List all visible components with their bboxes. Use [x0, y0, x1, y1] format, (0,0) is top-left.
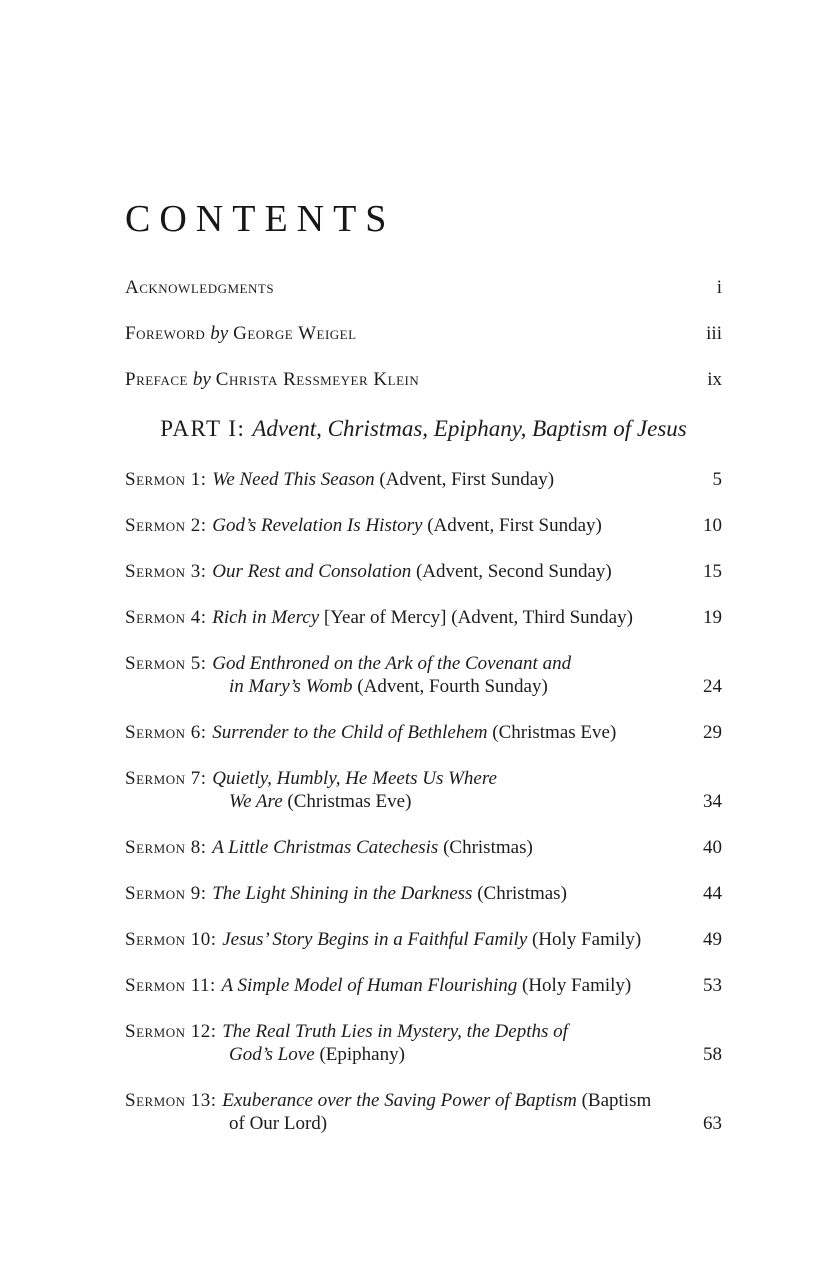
- toc-entry-sermon-11: [125, 974, 722, 997]
- sermon-label: Sermon 11:: [125, 975, 216, 996]
- toc-entry-acknowledgments: [125, 276, 722, 299]
- entry-text: [125, 1020, 691, 1066]
- sermon-title: Our Rest and Consolation: [212, 561, 412, 582]
- sermon-label: Sermon 5:: [125, 653, 207, 674]
- entry-text: [125, 928, 691, 951]
- entry-label: Foreword: [125, 323, 206, 344]
- sermon-annotation: (Christmas Eve): [282, 791, 412, 812]
- sermon-annotation: (Christmas Eve): [487, 722, 617, 743]
- entry-text: [125, 560, 691, 583]
- entry-text: [125, 514, 691, 537]
- toc-entry-sermon-3: [125, 560, 722, 583]
- entry-line: [125, 767, 691, 790]
- sermon-label: Sermon 7:: [125, 768, 207, 789]
- page-number: 58: [703, 1044, 722, 1065]
- page-number: 19: [703, 607, 722, 628]
- author-name: George Weigel: [233, 323, 357, 344]
- page-number: i: [716, 277, 722, 298]
- page-number: 10: [703, 515, 722, 536]
- sermon-title-continued: We Are: [229, 791, 283, 812]
- page-number: 44: [703, 883, 722, 904]
- page-number: 34: [703, 791, 722, 812]
- entry-text: [125, 368, 695, 391]
- toc-entry-sermon-2: [125, 514, 722, 537]
- sermon-annotation: (Christmas): [472, 883, 567, 904]
- sermon-label: Sermon 8:: [125, 837, 207, 858]
- page-number: 63: [703, 1113, 722, 1134]
- sermon-list: [125, 468, 722, 1135]
- page-title: CONTENTS: [125, 198, 396, 240]
- sermon-annotation: (Advent, First Sunday): [422, 515, 602, 536]
- entry-line: [229, 1112, 691, 1135]
- entry-line: [125, 652, 691, 675]
- toc-entry-sermon-9: [125, 882, 722, 905]
- entry-label: Acknowledgments: [125, 277, 275, 298]
- entry-line: [125, 1089, 691, 1112]
- by-word: [274, 277, 284, 298]
- sermon-annotation: (Advent, Second Sunday): [411, 561, 612, 582]
- sermon-label: Sermon 12:: [125, 1021, 217, 1042]
- by-word: by: [192, 369, 211, 390]
- page-number: 49: [703, 929, 722, 950]
- sermon-annotation: (Advent, First Sunday): [374, 469, 555, 490]
- sermon-annotation: of Our Lord): [229, 1113, 328, 1134]
- sermon-label: Sermon 10:: [125, 929, 217, 950]
- sermon-annotation: (Baptism: [576, 1090, 652, 1111]
- entry-text: [125, 276, 705, 299]
- entry-text: [125, 974, 691, 997]
- by-word: by: [210, 323, 229, 344]
- toc-entry-sermon-10: [125, 928, 722, 951]
- entry-text: [125, 721, 691, 744]
- entry-text: [125, 836, 691, 859]
- toc-entry-sermon-5: [125, 652, 722, 698]
- toc-entry-sermon-6: [125, 721, 722, 744]
- sermon-label: Sermon 13:: [125, 1090, 217, 1111]
- page-number: 53: [703, 975, 722, 996]
- toc-content: [125, 0, 722, 1158]
- entry-text: [125, 468, 701, 491]
- front-matter-list: [125, 276, 722, 391]
- sermon-annotation: [Year of Mercy] (Advent, Third Sunday): [319, 607, 633, 628]
- toc-entry-sermon-13: [125, 1089, 722, 1135]
- entry-text: [125, 606, 691, 629]
- page-number: 5: [712, 469, 722, 490]
- sermon-label: Sermon 1:: [125, 469, 207, 490]
- sermon-annotation: (Epiphany): [314, 1044, 405, 1065]
- page-number: iii: [706, 323, 722, 344]
- toc-entry-foreword: [125, 322, 722, 345]
- part-heading: [125, 414, 722, 444]
- sermon-annotation: (Holy Family): [527, 929, 642, 950]
- part-label: PART I:: [160, 416, 246, 441]
- entry-line: [229, 1043, 691, 1066]
- sermon-label: Sermon 4:: [125, 607, 207, 628]
- entry-text: [125, 652, 691, 698]
- sermon-title: Surrender to the Child of Bethlehem: [212, 722, 488, 743]
- sermon-title: Rich in Mercy: [212, 607, 320, 628]
- entry-text: [125, 322, 694, 345]
- page-number: 29: [703, 722, 722, 743]
- sermon-title-continued: in Mary’s Womb: [229, 676, 353, 697]
- page-number: ix: [707, 369, 722, 390]
- toc-entry-sermon-8: [125, 836, 722, 859]
- entry-text: [125, 767, 691, 813]
- entry-text: [125, 1089, 691, 1135]
- sermon-annotation: (Christmas): [438, 837, 533, 858]
- entry-line: [229, 675, 691, 698]
- sermon-annotation: (Advent, Fourth Sunday): [352, 676, 548, 697]
- toc-entry-sermon-7: [125, 767, 722, 813]
- sermon-title: Quietly, Humbly, He Meets Us Where: [212, 768, 497, 789]
- part-title: Advent, Christmas, Epiphany, Baptism of Jesus: [252, 416, 687, 441]
- sermon-title: We Need This Season: [212, 469, 375, 490]
- sermon-title-continued: God’s Love: [229, 1044, 315, 1065]
- page-number: 15: [703, 561, 722, 582]
- toc-entry-sermon-4: [125, 606, 722, 629]
- toc-entry-preface: [125, 368, 722, 391]
- page-number: 24: [703, 676, 722, 697]
- page-number: 40: [703, 837, 722, 858]
- sermon-title: Jesus’ Story Begins in a Faithful Family: [222, 929, 528, 950]
- entry-label: Preface: [125, 369, 188, 390]
- entry-text: [125, 882, 691, 905]
- sermon-label: Sermon 9:: [125, 883, 207, 904]
- toc-entry-sermon-1: [125, 468, 722, 491]
- sermon-label: Sermon 3:: [125, 561, 207, 582]
- author-name: Christa Ressmeyer Klein: [215, 369, 420, 390]
- sermon-title: Exuberance over the Saving Power of Baptism: [222, 1090, 577, 1111]
- sermon-label: Sermon 2:: [125, 515, 207, 536]
- toc-entry-sermon-12: [125, 1020, 722, 1066]
- sermon-title: The Real Truth Lies in Mystery, the Depths of: [222, 1021, 568, 1042]
- entry-line: [125, 1020, 691, 1043]
- sermon-title: The Light Shining in the Darkness: [212, 883, 473, 904]
- sermon-annotation: (Holy Family): [517, 975, 632, 996]
- sermon-title: A Simple Model of Human Flourishing: [221, 975, 518, 996]
- sermon-title: God Enthroned on the Ark of the Covenant and: [212, 653, 572, 674]
- sermon-label: Sermon 6:: [125, 722, 207, 743]
- sermon-title: A Little Christmas Catechesis: [212, 837, 439, 858]
- sermon-title: God’s Revelation Is History: [212, 515, 423, 536]
- entry-line: [229, 790, 691, 813]
